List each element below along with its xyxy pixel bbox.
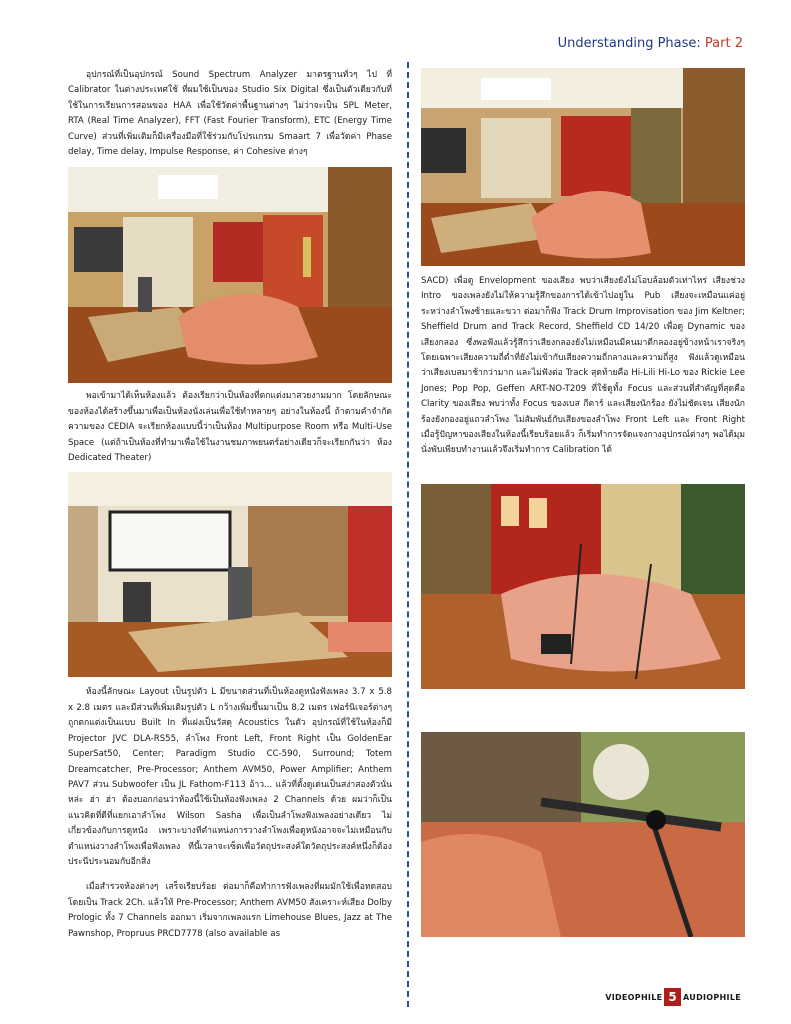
left-paragraph-4: เมื่อสำรวจห้องต่างๆ เสร็จเรียบร้อย ต่อมาก็คือทำการฟังเพลงที่ผมมักใช้เพื่อทดสอบ โดยเป็น Track 2Ch. แล้วให้ Pre-Processor; Anthem AVM50 สังเคราะห์เสียง Dolby Prologic ทั้ง 7 Channels ออกมา เริ่มจากเพลงแรก Limehouse Blues, Jazz at The Pawnshop, Propruus PRCD7778 (also available as	[68, 882, 392, 939]
right-column	[421, 68, 745, 937]
header-title: Understanding Phase:	[557, 36, 701, 51]
running-header	[558, 36, 743, 51]
right-paragraph-1: SACD) เพื่อดู Envelopment ของเสียง พบว่าเสียงยังไม่โอบล้อมตัวเท่าไหร่ เสียงช่วง Intro ของเพลงยังไม่ให้ความรู้สึกของการได้เข้าไปอยู่ใน Pub เสียงจะเหมือนแค่อยู่ระหว่างลำโพงซ้ายและขวา ต่อมาก็ฟัง Track Drum Improvisation ของ Jim Keltner; Sheffield Drum and Track Record, Sheffield CD 14/20 เพื่อดู Dynamic ของเสียงกลอง ซึ่งพอฟังแล้วรู้สึกว่าเสียงกลองยังไม่เหมือนมีคนมาตีกลองอยู่ข้างหน้าเราจริงๆ โดยเฉพาะเสียงความถี่ต่ำที่ยังไม่เข้ากับเสียงความถี่กลางและความถี่สูง ฟังแล้วดูเหมือนว่าเสียงเบสมาช้ากว่ามาก และไม่ฟังต่อ Track สุดท้ายคือ Hi-Lili Hi-Lo ของ Rickie Lee Jones; Pop Pop, Geffen ART-NO-T209 ที่ใช้ดูทั้ง Focus และส่วนที่สำคัญที่สุดคือ Clarity ของเสียง พบว่าทั้ง Focus ของเบส กีตาร์ และเสียงนักร้อง ยังไม่ชัดเจน เสียงนักร้องยังกองอยู่แถวลำโพง ไม่สัมพันธ์กับเสียงของลำโพง Front Left และ Front Right เมื่อรู้ปัญหาของเสียงในห้องนี้เรียบร้อยแล้ว ก็เริ่มทำการจัดแจงกางอุปกรณ์ต่างๆ พอได้มุมนั่งพับเพียบทำงานแล้วจึงเริ่มทำการ Calibration ได้	[421, 276, 745, 456]
page-footer	[605, 988, 741, 1006]
page-number: 5	[664, 988, 681, 1006]
photo-theater-screen-speakers	[68, 472, 392, 677]
photo-room-overview	[421, 68, 745, 266]
column-divider	[407, 62, 409, 1007]
footer-videophile: VIDEOPHILE	[605, 992, 663, 1002]
left-column	[68, 68, 392, 942]
photo-calibration-setup	[421, 484, 745, 689]
left-paragraph-1: อุปกรณ์ที่เป็นอุปกรณ์ Sound Spectrum Analyzer มาตรฐานทั่วๆ ไป ที่ Calibrator ในต่างประเทศใช้ ที่ผมใช้เป็นของ Studio Six Digital ซึ่งเป็นตัวเดียวกับที่ใช้ในการเรียนการสอนของ HAA เพื่อใช้วัดค่าพื้นฐานต่างๆ ไม่ว่าจะเป็น SPL Meter, RTA (Real Time Analyzer), FFT (Fast Fourier Transform), ETC (Energy Time Curve) ส่วนที่เพิ่มเติมก็มีเครื่องมือที่ใช้ร่วมกับโปรแกรม Smaart 7 เพื่อวัดค่า Phase delay, Time delay, Impulse Response, ค่า Cohesive ต่างๆ	[68, 70, 392, 158]
header-part: Part 2	[704, 36, 743, 51]
photo-theater-room-wide	[68, 167, 392, 383]
left-paragraph-3: ห้องนี้ลักษณะ Layout เป็นรูปตัว L มีขนาดส่วนที่เป็นห้องดูหนังฟังเพลง 3.7 x 5.8 x 2.8 เมตร และมีส่วนที่เพิ่มเติมรูปตัว L กว้างเพิ่มขึ้นมาเป็น 8.2 เมตร เฟอร์นิเจอร์ต่างๆ ถูกตกแต่งเป็นแบบ Built In ที่แฝงเป็นวัสดุ Acoustics ในตัว อุปกรณ์ที่ใช้ในห้องก็มี Projector JVC DLA-RS55, ลำโพง Front Left, Front Right เป็น GoldenEar SuperSat50, Center; Paradigm Studio CC-590, Surround; Totem Dreamcatcher, Pre-Processor; Anthem AVM50, Power Amplifier; Anthem PAV7 ส่วน Subwoofer เป็น JL Fathom-F113 อ้าว... แล้วที่ตั้งดูเด่นเป็นสง่าสองตัวนั่นหล่ะ ฮ่า ฮ่า ต้องบอกก่อนว่าห้องนี้ใช้เป็นห้องฟังเพลง 2 Channels ด้วย ผมว่าก็เป็นแนวคิดที่ดีที่แยกเอาลำโพง Wilson Sasha เพื่อเป็นลำโพงฟังเพลงอย่างเดียว ไม่เกี่ยวข้องกับการดูหนัง เพราะบางทีตำแหน่งการวางลำโพงเพื่อดูหนังอาจจะไม่เหมือนกับตำแหน่งวางลำโพงเพื่อฟังเพลง ทีนี้เวลาจะเซ็ตเพื่อวัตถุประสงค์ใดวัตถุประสงค์หนึ่งก็ต้องประนีประนอมกับอีกสิ่ง	[68, 687, 392, 867]
left-paragraph-2: พอเข้ามาได้เห็นห้องแล้ว ต้องเรียกว่าเป็นห้องที่ตกแต่งมาสวยงามมาก โดยลักษณะของห้องได้สร้างขึ้นมาเพื่อเป็นห้องนั่งเล่นเพื่อใช้ทำหลายๆ อย่างในห้องนี้ ถ้าตามคำจำกัดความของ CEDIA จะเรียกห้องแบบนี้ว่าเป็นห้อง Multipurpose Room หรือ Multi-Use Space (แต่ถ้าเป็นห้องที่ทำมาเพื่อใช้ในงานชมภาพยนตร์อย่างเดียวก็จะเรียกกันว่า ห้อง Dedicated Theater)	[68, 391, 392, 464]
footer-audiophile: AUDIOPHILE	[683, 992, 741, 1002]
photo-microphone-closeup	[421, 732, 745, 937]
